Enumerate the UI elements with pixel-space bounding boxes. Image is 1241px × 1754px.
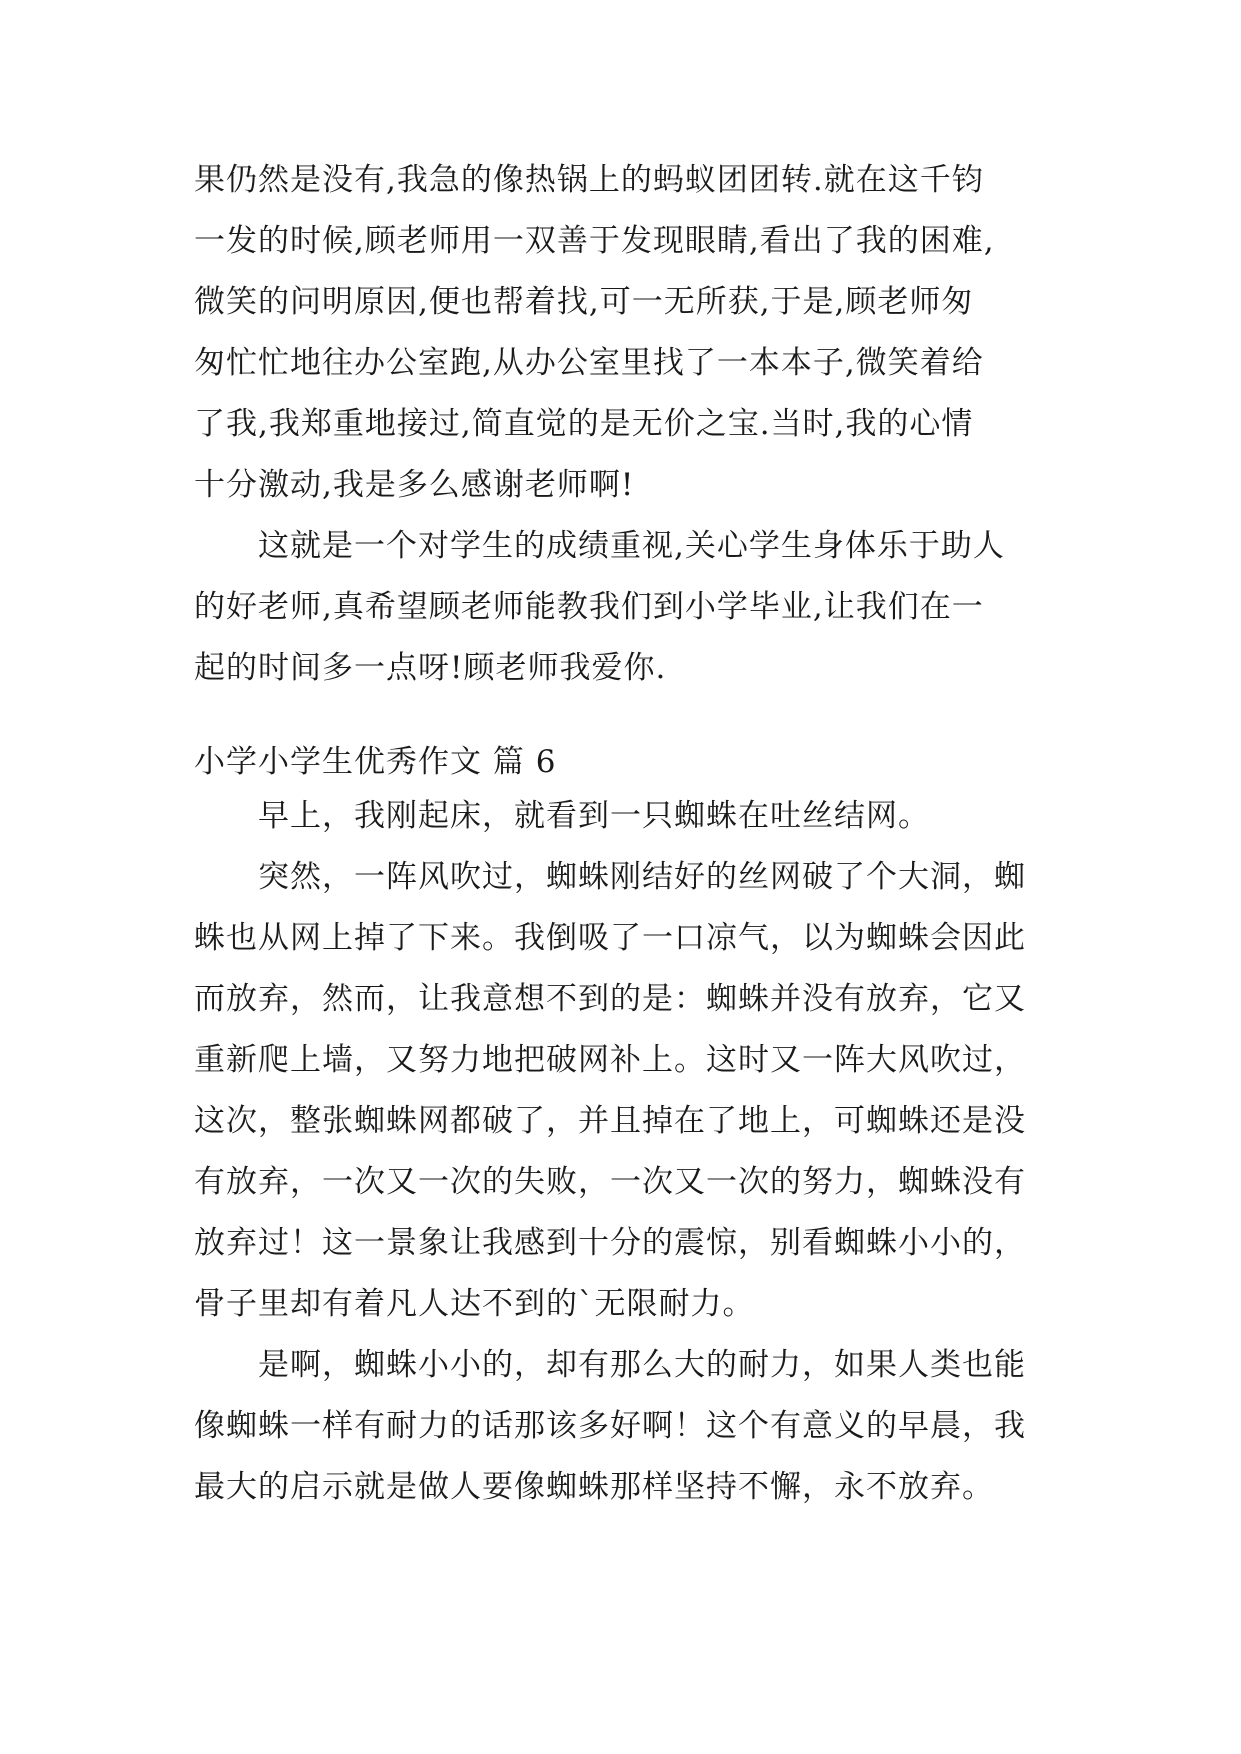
text-line: 了我,我郑重地接过,简直觉的是无价之宝.当时,我的心情: [194, 406, 974, 442]
text-line: 果仍然是没有,我急的像热锅上的蚂蚁团团转.就在这千钧: [194, 162, 984, 198]
text-line: 匆忙忙地往办公室跑,从办公室里找了一本本子,微笑着给: [194, 345, 984, 381]
text-line: 有放弃，一次又一次的失败，一次又一次的努力，蜘蛛没有: [194, 1164, 1026, 1200]
text-line: 的好老师,真希望顾老师能教我们到小学毕业,让我们在一: [194, 589, 984, 625]
text-line: 早上，我刚起床，就看到一只蜘蛛在吐丝结网。: [258, 798, 930, 834]
text-line: 这就是一个对学生的成绩重视,关心学生身体乐于助人: [258, 528, 1005, 564]
text-line: 一发的时候,顾老师用一双善于发现眼睛,看出了我的困难,: [194, 223, 995, 259]
text-line: 最大的启示就是做人要像蜘蛛那样坚持不懈，永不放弃。: [194, 1469, 994, 1505]
text-line: 突然，一阵风吹过，蜘蛛刚结好的丝网破了个大洞，蜘: [258, 859, 1026, 895]
document-page: [194, 160, 1054, 1528]
text-line: 起的时间多一点呀!顾老师我爱你.: [194, 650, 667, 686]
paragraph-5: [194, 1345, 1054, 1507]
section-title: 小学小学生优秀作文 篇 6: [194, 744, 557, 780]
text-line: 这次，整张蜘蛛网都破了，并且掉在了地上，可蜘蛛还是没: [194, 1103, 1026, 1139]
text-line: 蛛也从网上掉了下来。我倒吸了一口凉气，以为蜘蛛会因此: [194, 920, 1026, 956]
text-line: 像蜘蛛一样有耐力的话那该多好啊！这个有意义的早晨，我: [194, 1408, 1026, 1444]
paragraph-1: [194, 160, 1054, 505]
text-line: 重新爬上墙，又努力地把破网补上。这时又一阵大风吹过，: [194, 1042, 1026, 1078]
text-line: 而放弃，然而，让我意想不到的是：蜘蛛并没有放弃，它又: [194, 981, 1026, 1017]
text-line: 放弃过！这一景象让我感到十分的震惊，别看蜘蛛小小的，: [194, 1225, 1026, 1261]
text-line: 十分激动,我是多么感谢老师啊!: [194, 467, 635, 503]
paragraph-2: [194, 526, 1054, 688]
text-line: 微笑的问明原因,便也帮着找,可一无所获,于是,顾老师匆: [194, 284, 974, 320]
text-line: 是啊，蜘蛛小小的，却有那么大的耐力，如果人类也能: [258, 1347, 1026, 1383]
paragraph-4: [194, 857, 1054, 1324]
paragraph-3: [194, 796, 1054, 836]
text-line: 骨子里却有着凡人达不到的`无限耐力。: [194, 1286, 755, 1322]
